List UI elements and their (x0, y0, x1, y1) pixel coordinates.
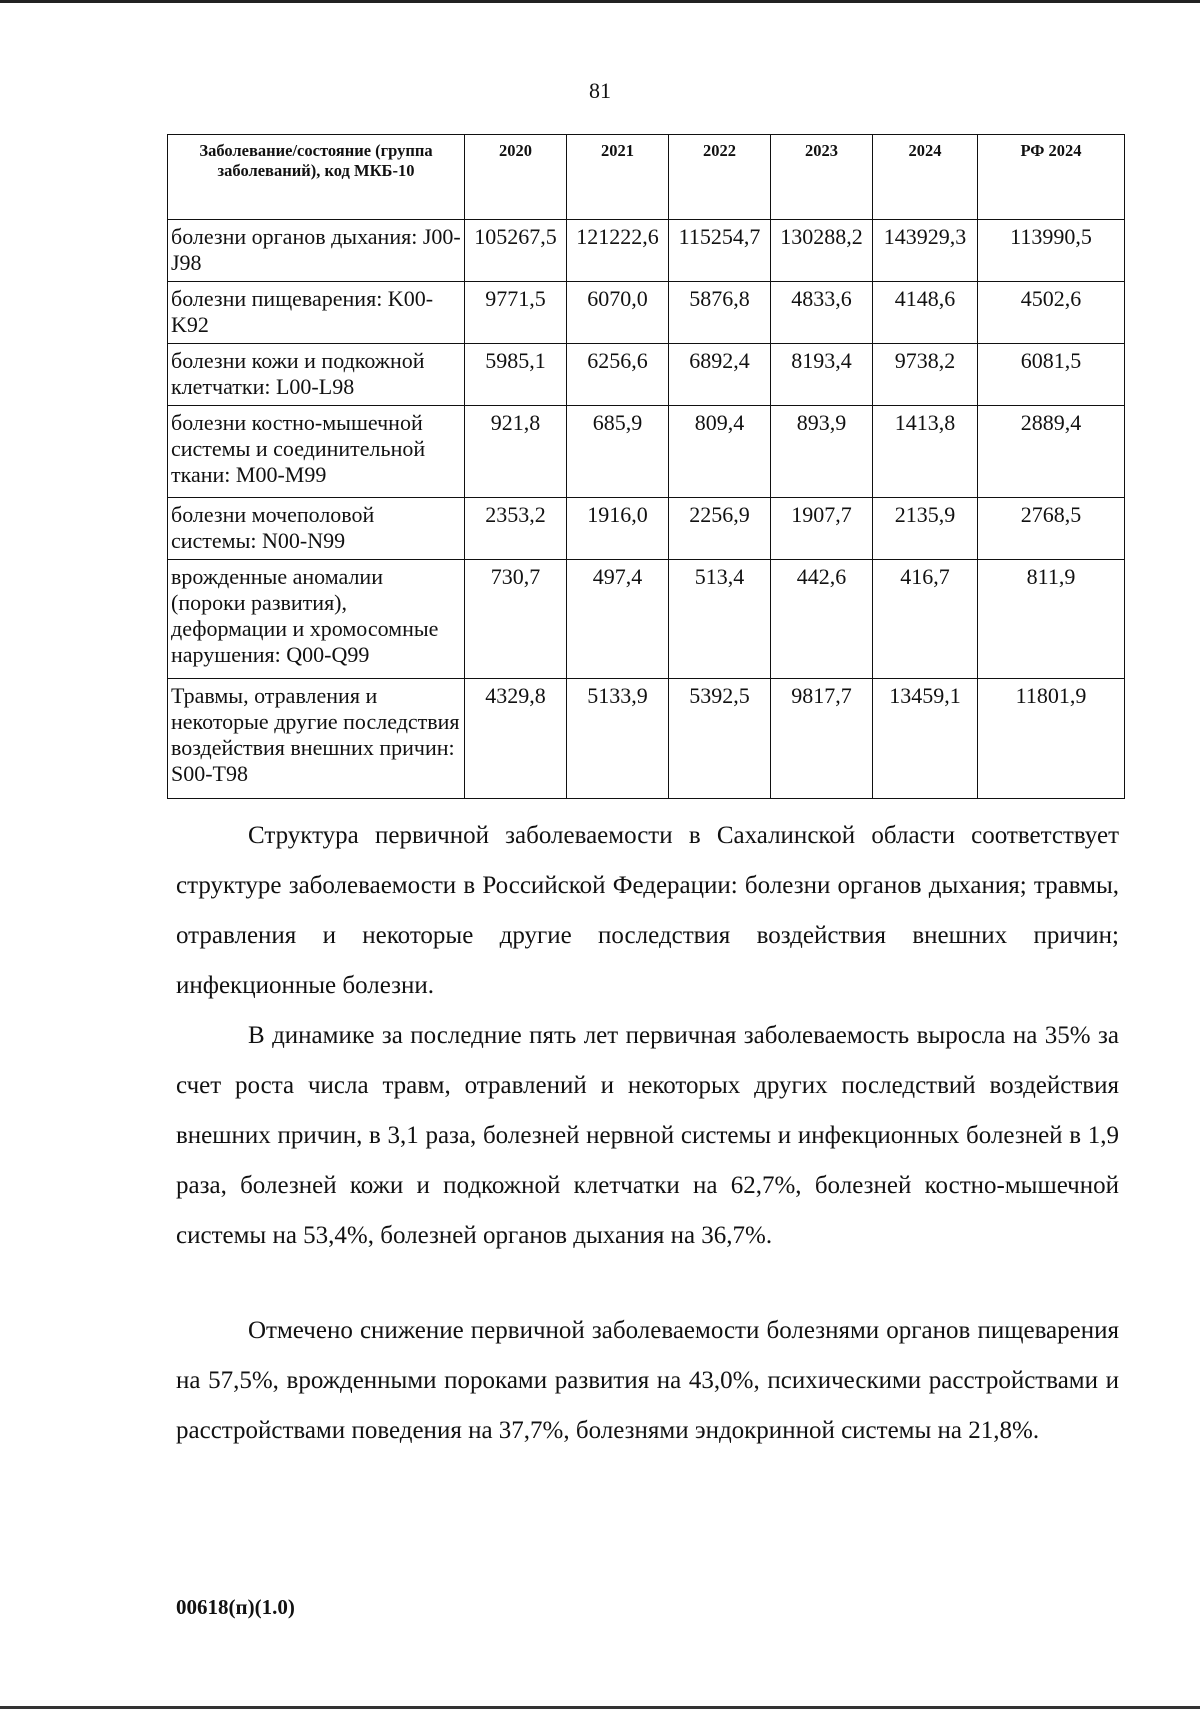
value-cell: 9817,7 (771, 679, 873, 799)
value-cell: 6070,0 (567, 282, 669, 344)
table-row (168, 498, 1125, 560)
value-cell: 6892,4 (669, 344, 771, 406)
header-2021: 2021 (567, 135, 669, 220)
header-2024: 2024 (873, 135, 978, 220)
table-row (168, 679, 1125, 799)
value-cell: 8193,4 (771, 344, 873, 406)
value-cell: 6256,6 (567, 344, 669, 406)
value-cell: 130288,2 (771, 220, 873, 282)
value-cell: 5876,8 (669, 282, 771, 344)
disease-cell: Травмы, отравления и некоторые другие последствия воздействия внешних причин: S00-T98 (168, 679, 465, 799)
value-cell: 1907,7 (771, 498, 873, 560)
header-disease: Заболевание/состояние (группа заболеваний), код МКБ-10 (168, 135, 465, 220)
header-2023: 2023 (771, 135, 873, 220)
value-cell: 113990,5 (978, 220, 1125, 282)
paragraph-decline: Отмечено снижение первичной заболеваемости болезнями органов пищеварения на 57,5%, врожденными пороками развития на 43,0%, психическими расстройствами и расстройствами поведения на 37,7%, болезнями эндокринной системы на 21,8%. (176, 1317, 1119, 1444)
value-cell: 2768,5 (978, 498, 1125, 560)
disease-cell: болезни мочеполовой системы: N00-N99 (168, 498, 465, 560)
scan-top-edge (0, 0, 1200, 3)
value-cell: 416,7 (873, 560, 978, 679)
disease-cell: болезни органов дыхания: J00-J98 (168, 220, 465, 282)
value-cell: 121222,6 (567, 220, 669, 282)
morbidity-table (167, 134, 1125, 799)
value-cell: 1916,0 (567, 498, 669, 560)
value-cell: 2256,9 (669, 498, 771, 560)
value-cell: 921,8 (465, 406, 567, 498)
value-cell: 11801,9 (978, 679, 1125, 799)
disease-cell: болезни пищеварения: K00-K92 (168, 282, 465, 344)
table-row (168, 220, 1125, 282)
value-cell: 730,7 (465, 560, 567, 679)
header-2022: 2022 (669, 135, 771, 220)
table-row (168, 282, 1125, 344)
paragraph-structure: Структура первичной заболеваемости в Сахалинской области соответствует структуре заболеваемости в Российской Федерации: болезни органов дыхания; травмы, отравления и некоторые другие последствия воздействия внешних причин; инфекционные болезни. (176, 822, 1119, 999)
table-header-row (168, 135, 1125, 220)
value-cell: 5392,5 (669, 679, 771, 799)
value-cell: 4148,6 (873, 282, 978, 344)
value-cell: 809,4 (669, 406, 771, 498)
value-cell: 9771,5 (465, 282, 567, 344)
page-number: 81 (589, 78, 611, 103)
value-cell: 4502,6 (978, 282, 1125, 344)
disease-cell: врожденные аномалии (пороки развития), деформации и хромосомные нарушения: Q00-Q99 (168, 560, 465, 679)
value-cell: 811,9 (978, 560, 1125, 679)
value-cell: 5133,9 (567, 679, 669, 799)
value-cell: 143929,3 (873, 220, 978, 282)
table-row (168, 344, 1125, 406)
document-code: 00618(п)(1.0) (176, 1595, 295, 1619)
disease-cell: болезни кожи и подкожной клетчатки: L00-L98 (168, 344, 465, 406)
value-cell: 497,4 (567, 560, 669, 679)
value-cell: 513,4 (669, 560, 771, 679)
value-cell: 4833,6 (771, 282, 873, 344)
value-cell: 9738,2 (873, 344, 978, 406)
value-cell: 6081,5 (978, 344, 1125, 406)
value-cell: 2135,9 (873, 498, 978, 560)
value-cell: 685,9 (567, 406, 669, 498)
disease-cell: болезни костно-мышечной системы и соединительной ткани: M00-M99 (168, 406, 465, 498)
value-cell: 442,6 (771, 560, 873, 679)
header-rf-2024: РФ 2024 (978, 135, 1125, 220)
value-cell: 5985,1 (465, 344, 567, 406)
value-cell: 115254,7 (669, 220, 771, 282)
value-cell: 13459,1 (873, 679, 978, 799)
value-cell: 2353,2 (465, 498, 567, 560)
value-cell: 105267,5 (465, 220, 567, 282)
header-2020: 2020 (465, 135, 567, 220)
scan-bottom-edge (0, 1706, 1200, 1709)
table-row (168, 406, 1125, 498)
value-cell: 2889,4 (978, 406, 1125, 498)
value-cell: 1413,8 (873, 406, 978, 498)
value-cell: 4329,8 (465, 679, 567, 799)
paragraph-growth: В динамике за последние пять лет первичная заболеваемость выросла на 35% за счет роста числа травм, отравлений и некоторых других последствий воздействия внешних причин, в 3,1 раза, болезней нервной системы и инфекционных болезней в 1,9 раза, болезней кожи и подкожной клетчатки на 62,7%, болезней костно-мышечной системы на 53,4%, болезней органов дыхания на 36,7%. (176, 1022, 1119, 1249)
table-row (168, 560, 1125, 679)
value-cell: 893,9 (771, 406, 873, 498)
